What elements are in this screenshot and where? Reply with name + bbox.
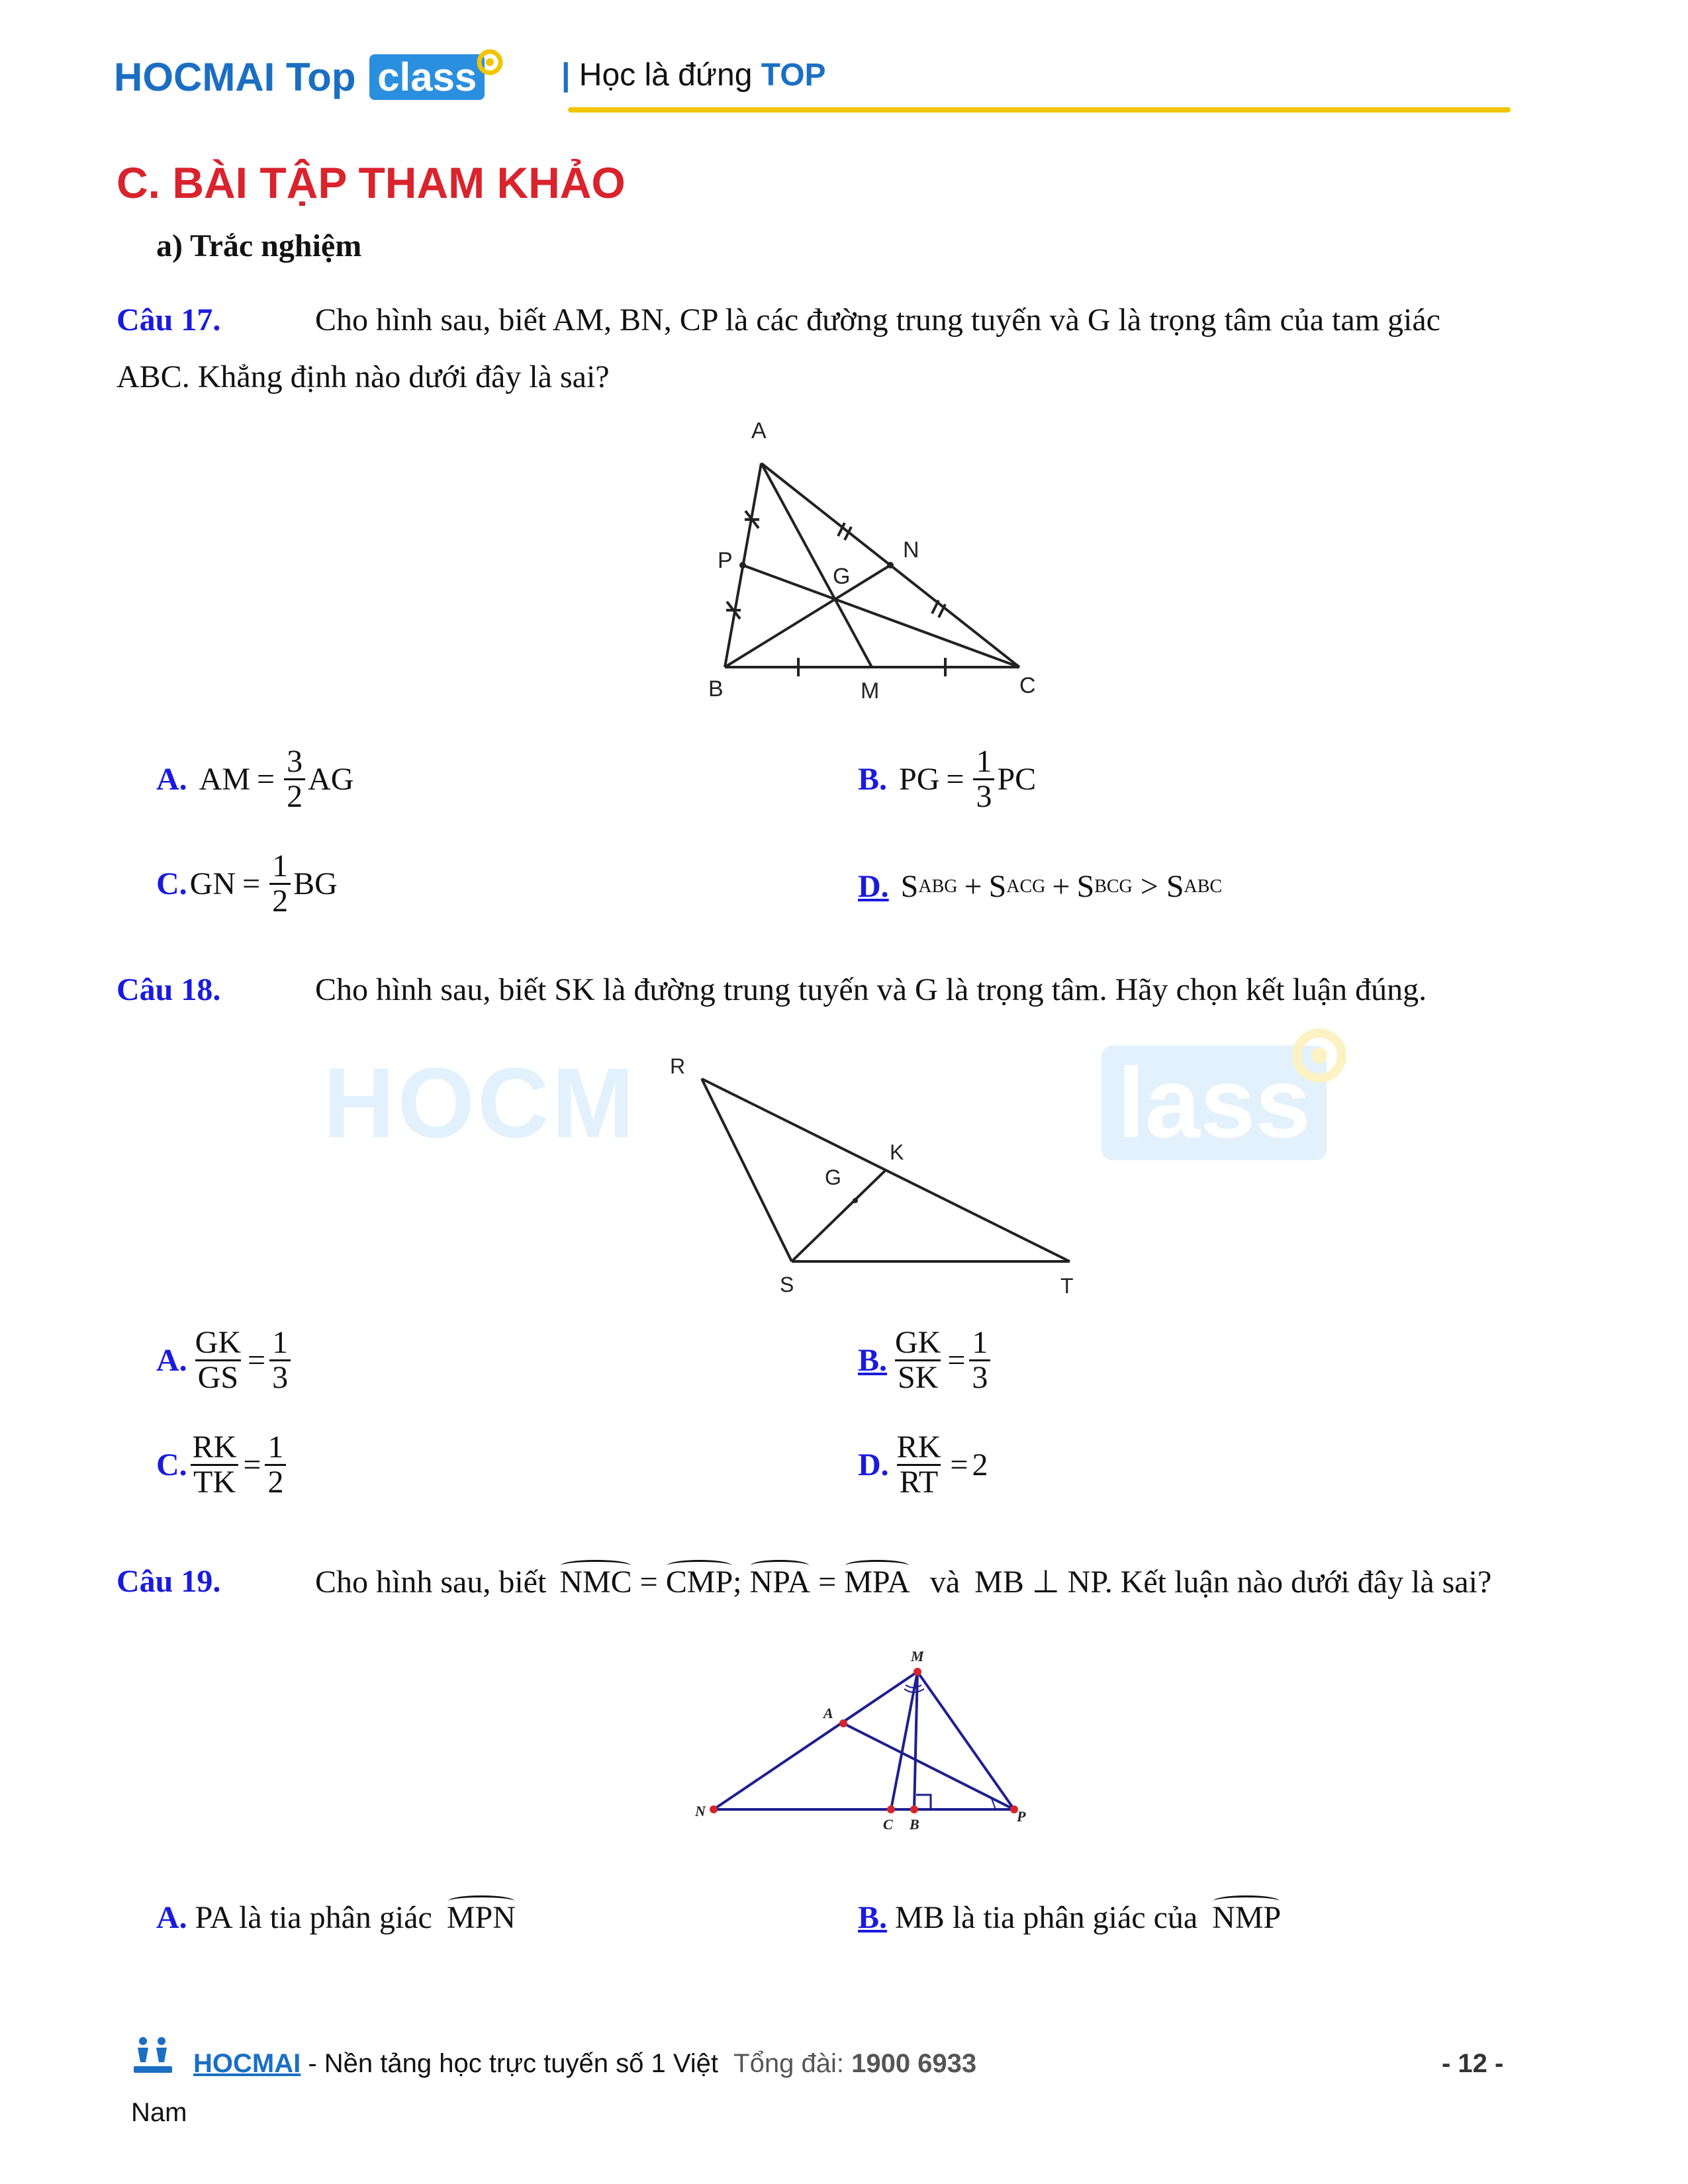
q17-option-c-label: C. bbox=[156, 866, 187, 902]
q19-angle-cmp: CMP bbox=[665, 1565, 733, 1600]
header-underline bbox=[568, 107, 1511, 113]
section-title: C. BÀI TẬP THAM KHẢO bbox=[117, 158, 626, 207]
q17-option-a-rhs: AG bbox=[308, 762, 354, 797]
q19-side-mp bbox=[917, 1672, 1014, 1809]
q19-segment-pa bbox=[843, 1723, 1014, 1809]
q18-option-c[interactable]: C. $\frac{RK}{TK}$ = $\frac{1}{2}$ bbox=[156, 1431, 289, 1500]
q17-option-c[interactable]: C. GN = $\frac{1}{2}$ BG bbox=[156, 848, 338, 919]
q19-option-a-angle: MPN bbox=[446, 1900, 516, 1935]
footer-line bbox=[193, 2049, 976, 2079]
q18-label: Câu 18. bbox=[117, 972, 221, 1007]
q17-median-am bbox=[761, 463, 872, 667]
slogan-top: TOP bbox=[761, 58, 826, 93]
logo-class-badge: class bbox=[369, 54, 485, 100]
logo-main-text: HOCMAI Top bbox=[114, 55, 356, 99]
q19-option-b-label: B. bbox=[858, 1900, 888, 1935]
q17-text-line2: ABC. Khẳng định nào dưới đây là sai? bbox=[117, 359, 610, 394]
q18-text: Cho hình sau, biết SK là đường trung tuyến và G là trọng tâm. Hãy chọn kết luận đúng. bbox=[315, 972, 1427, 1007]
q18-side-rs bbox=[702, 1079, 792, 1261]
q19-right-angle-mark bbox=[916, 1795, 931, 1809]
q19-side-nm bbox=[714, 1672, 917, 1809]
q17-label-m: M bbox=[861, 678, 880, 704]
q19-text: Cho hình sau, biết NMC = CMP; NPA = MPA và MB ⊥ NP. Kết luận nào dưới đây là sai? bbox=[315, 1565, 1492, 1600]
q18-triangle-figure bbox=[655, 1046, 1105, 1310]
q19-label-c: C bbox=[883, 1816, 893, 1833]
q17-option-a-label: A. bbox=[156, 762, 187, 797]
q19-option-b[interactable] bbox=[858, 1899, 1281, 1936]
q19-angle-npa: NPA bbox=[749, 1565, 811, 1600]
watermark-sun-icon bbox=[1283, 1019, 1356, 1092]
watermark-left: HOCM bbox=[323, 1047, 637, 1158]
q18-label-r: R bbox=[670, 1054, 686, 1078]
q18-option-b-lhs: $\frac{GK}{SK}$ bbox=[895, 1325, 941, 1396]
q17-label-c: C bbox=[1019, 673, 1036, 698]
q19-point-n bbox=[710, 1805, 718, 1813]
q18-label-k: K bbox=[890, 1140, 904, 1164]
q17-option-c-fraction: $\frac{1}{2}$ bbox=[269, 850, 291, 919]
q17-option-d[interactable]: D. S ABG + S ACG + S BCG > S ABC bbox=[858, 869, 1223, 904]
header-slogan bbox=[561, 57, 826, 93]
q17-median-bn bbox=[725, 565, 890, 667]
q19-label-p: P bbox=[1017, 1808, 1026, 1825]
footer-tagline: - Nền tảng học trực tuyến số 1 Việt bbox=[301, 2049, 719, 2078]
q19-triangle-figure bbox=[688, 1641, 1059, 1840]
q18-option-b[interactable]: B. $\frac{GK}{SK}$ = $\frac{1}{3}$ bbox=[858, 1326, 993, 1395]
q18-option-d-lhs: $\frac{RK}{RT}$ bbox=[896, 1430, 941, 1500]
q17-option-c-lhs: GN bbox=[189, 866, 236, 902]
q17-option-b[interactable]: B. PG = $\frac{1}{3}$ PC bbox=[858, 744, 1037, 815]
q17-option-b-rhs: PC bbox=[997, 762, 1037, 797]
q17-triangle-figure bbox=[688, 410, 1086, 721]
q17-point-n bbox=[887, 562, 894, 569]
q18-option-d-label: D. bbox=[858, 1447, 889, 1483]
q17-option-d-label: D. bbox=[858, 869, 889, 904]
q18-option-a-label: A. bbox=[156, 1343, 187, 1379]
header-logo bbox=[114, 54, 485, 100]
q19-angle-nmc: NMC bbox=[559, 1565, 632, 1600]
q18-point-g bbox=[853, 1198, 858, 1203]
q19-point-b bbox=[910, 1805, 918, 1813]
footer-page-number: - 12 - bbox=[1442, 2049, 1504, 2078]
q17-point-p bbox=[739, 562, 746, 569]
q18-option-b-label: B. bbox=[858, 1343, 888, 1379]
q18-option-c-lhs: $\frac{RK}{TK}$ bbox=[190, 1431, 240, 1500]
q17-option-b-label: B. bbox=[858, 762, 888, 797]
q17-label: Câu 17. bbox=[117, 302, 221, 338]
footer-hotline: 1900 6933 bbox=[851, 2049, 977, 2078]
q19-label-b: B bbox=[910, 1816, 919, 1833]
q19-point-m bbox=[914, 1668, 921, 1676]
q18-label-s: S bbox=[780, 1273, 794, 1297]
q18-option-a-rhs: $\frac{1}{3}$ bbox=[269, 1326, 291, 1395]
q17-option-b-fraction: $\frac{1}{3}$ bbox=[973, 745, 994, 814]
q19-point-c bbox=[887, 1805, 895, 1813]
q17-label-g: G bbox=[833, 564, 851, 589]
q19-label-m: M bbox=[911, 1648, 924, 1664]
q17-option-a-fraction: $\frac{3}{2}$ bbox=[284, 745, 305, 814]
q19-option-a-label: A. bbox=[156, 1900, 187, 1935]
q18-option-b-rhs: $\frac{1}{3}$ bbox=[969, 1326, 990, 1395]
q18-option-d[interactable]: D. $\frac{RK}{RT}$ = 2 bbox=[858, 1430, 988, 1500]
q18-option-d-rhs: 2 bbox=[972, 1447, 988, 1483]
footer-wrap-text: Nam bbox=[131, 2098, 187, 2127]
q18-label-g: G bbox=[825, 1165, 841, 1189]
watermark-right: lass bbox=[1102, 1046, 1327, 1160]
q17-label-p: P bbox=[718, 548, 733, 573]
q17-label-a: A bbox=[751, 418, 767, 443]
q17-median-cp bbox=[743, 565, 1019, 667]
q18-option-c-rhs: $\frac{1}{2}$ bbox=[265, 1431, 286, 1500]
footer-logo-icon bbox=[131, 2034, 175, 2077]
q17-label-n: N bbox=[903, 537, 919, 563]
q19-label-a: A bbox=[823, 1705, 833, 1721]
slogan-bar: | bbox=[561, 58, 571, 93]
q17-option-a-lhs: AM bbox=[199, 762, 251, 797]
q18-option-a-lhs: $\frac{GK}{GS}$ bbox=[195, 1325, 241, 1396]
q19-label-n: N bbox=[695, 1803, 706, 1819]
slogan-prefix: Học là đứng bbox=[579, 58, 753, 93]
q19-option-a[interactable] bbox=[156, 1899, 516, 1936]
q17-option-c-rhs: BG bbox=[293, 866, 338, 902]
footer-hotline-label: Tổng đài: bbox=[733, 2049, 844, 2078]
q19-option-a-text: PA là tia phân giác bbox=[195, 1900, 432, 1935]
q17-option-b-lhs: PG bbox=[899, 762, 940, 797]
q17-text-line1: Cho hình sau, biết AM, BN, CP là các đường trung tuyến và G là trọng tâm của tam giác bbox=[315, 302, 1440, 338]
q19-angle-mpa: MPA bbox=[844, 1565, 910, 1600]
footer-brand-link[interactable]: HOCMAI bbox=[193, 2049, 301, 2078]
q17-option-a[interactable]: A. AM = $\frac{3}{2}$ AG bbox=[156, 744, 354, 815]
logo-sun-icon bbox=[471, 44, 508, 81]
q18-option-a[interactable]: A. $\frac{GK}{GS}$ = $\frac{1}{3}$ bbox=[156, 1326, 293, 1395]
q18-label-t: T bbox=[1060, 1274, 1074, 1298]
q17-label-b: B bbox=[708, 676, 724, 702]
q19-label: Câu 19. bbox=[117, 1564, 221, 1599]
q19-point-a bbox=[839, 1719, 847, 1727]
q19-option-b-angle: NMP bbox=[1212, 1900, 1282, 1935]
q19-option-b-text: MB là tia phân giác của bbox=[895, 1900, 1198, 1935]
section-subtitle: a) Trắc nghiệm bbox=[156, 228, 362, 263]
q18-option-c-label: C. bbox=[156, 1447, 187, 1483]
